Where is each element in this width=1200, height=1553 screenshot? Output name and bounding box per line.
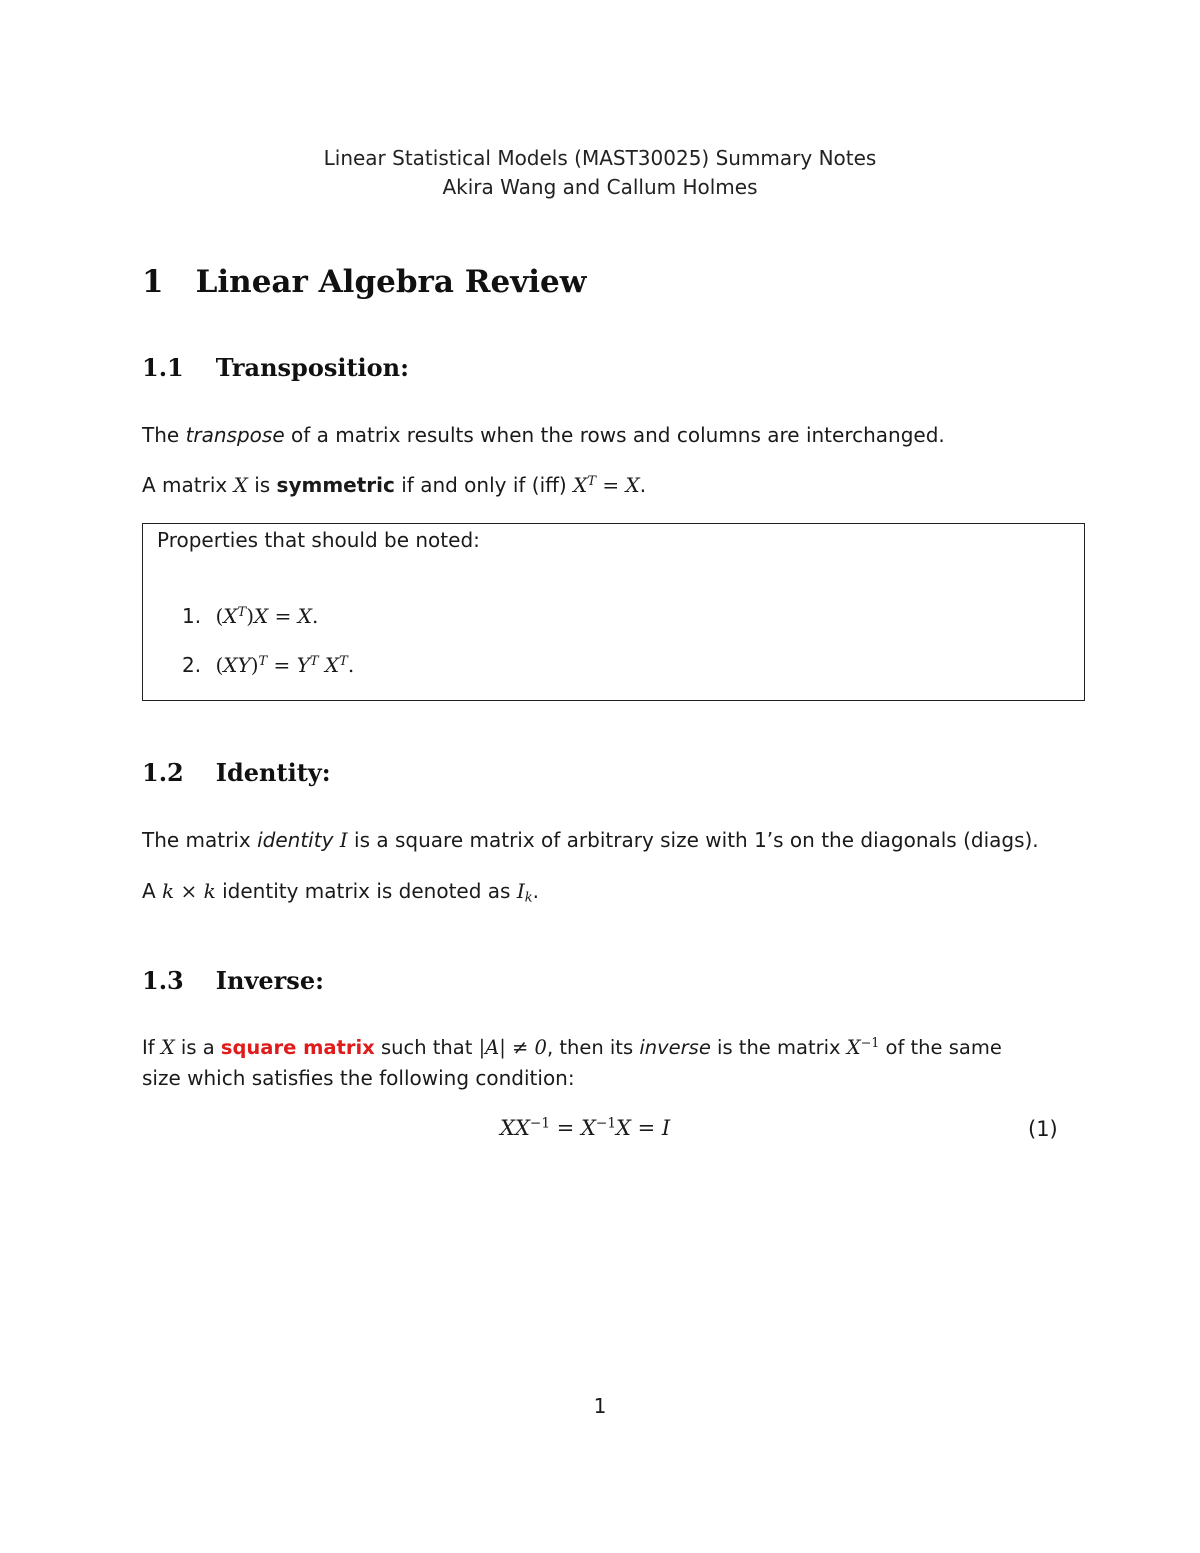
transpose-definition: The transpose of a matrix results when the rows and columns are interchanged.	[142, 423, 945, 447]
symmetric-definition: A matrix X is symmetric if and only if (iff) $X^T = X$.	[142, 473, 647, 497]
property-number: 2.	[182, 653, 202, 677]
document-authors: Akira Wang and Callum Holmes	[442, 175, 758, 199]
subsection-number: 1.1	[142, 353, 184, 382]
property-formula: $(X^T)X = X$.	[215, 604, 319, 628]
subsection-number: 1.3	[142, 966, 184, 995]
properties-intro: Properties that should be noted:	[157, 528, 480, 552]
property-number: 1.	[182, 604, 202, 628]
section-title: Linear Algebra Review	[195, 264, 587, 300]
property-item	[182, 653, 354, 677]
subsection-heading-inverse	[142, 966, 324, 995]
subsection-title: Inverse:	[215, 966, 324, 995]
identity-definition: The matrix identity I is a square matrix of arbitrary size with 1’s on the diagonals (diags).	[142, 828, 1039, 852]
subsection-title: Transposition:	[215, 353, 409, 382]
equation-label: (1)	[1028, 1117, 1058, 1141]
subsection-number: 1.2	[142, 758, 184, 787]
inverse-definition: If X is a square matrix such that |A| ≠ 0, then its inverse is the matrix $X^{-1}$ of the same	[142, 1035, 1002, 1059]
section-number: 1	[142, 264, 164, 300]
inverse-equation: $XX^{-1} = X^{-1}X = I$	[500, 1115, 671, 1140]
highlight-term: square matrix	[220, 1036, 375, 1059]
page-number: 1	[593, 1394, 607, 1418]
subsection-heading-identity	[142, 758, 331, 787]
subsection-heading-transposition	[142, 353, 409, 382]
subsection-title: Identity:	[215, 758, 331, 787]
identity-notation: A k × k identity matrix is denoted as $I_k$.	[142, 879, 539, 906]
inverse-definition-cont: size which satisfies the following condition:	[142, 1066, 575, 1090]
document-title: Linear Statistical Models (MAST30025) Summary Notes	[323, 146, 877, 170]
property-item	[182, 604, 318, 628]
property-formula: $(XY)^T = Y^T$ $X^T$.	[215, 653, 355, 677]
section-heading	[142, 264, 586, 300]
